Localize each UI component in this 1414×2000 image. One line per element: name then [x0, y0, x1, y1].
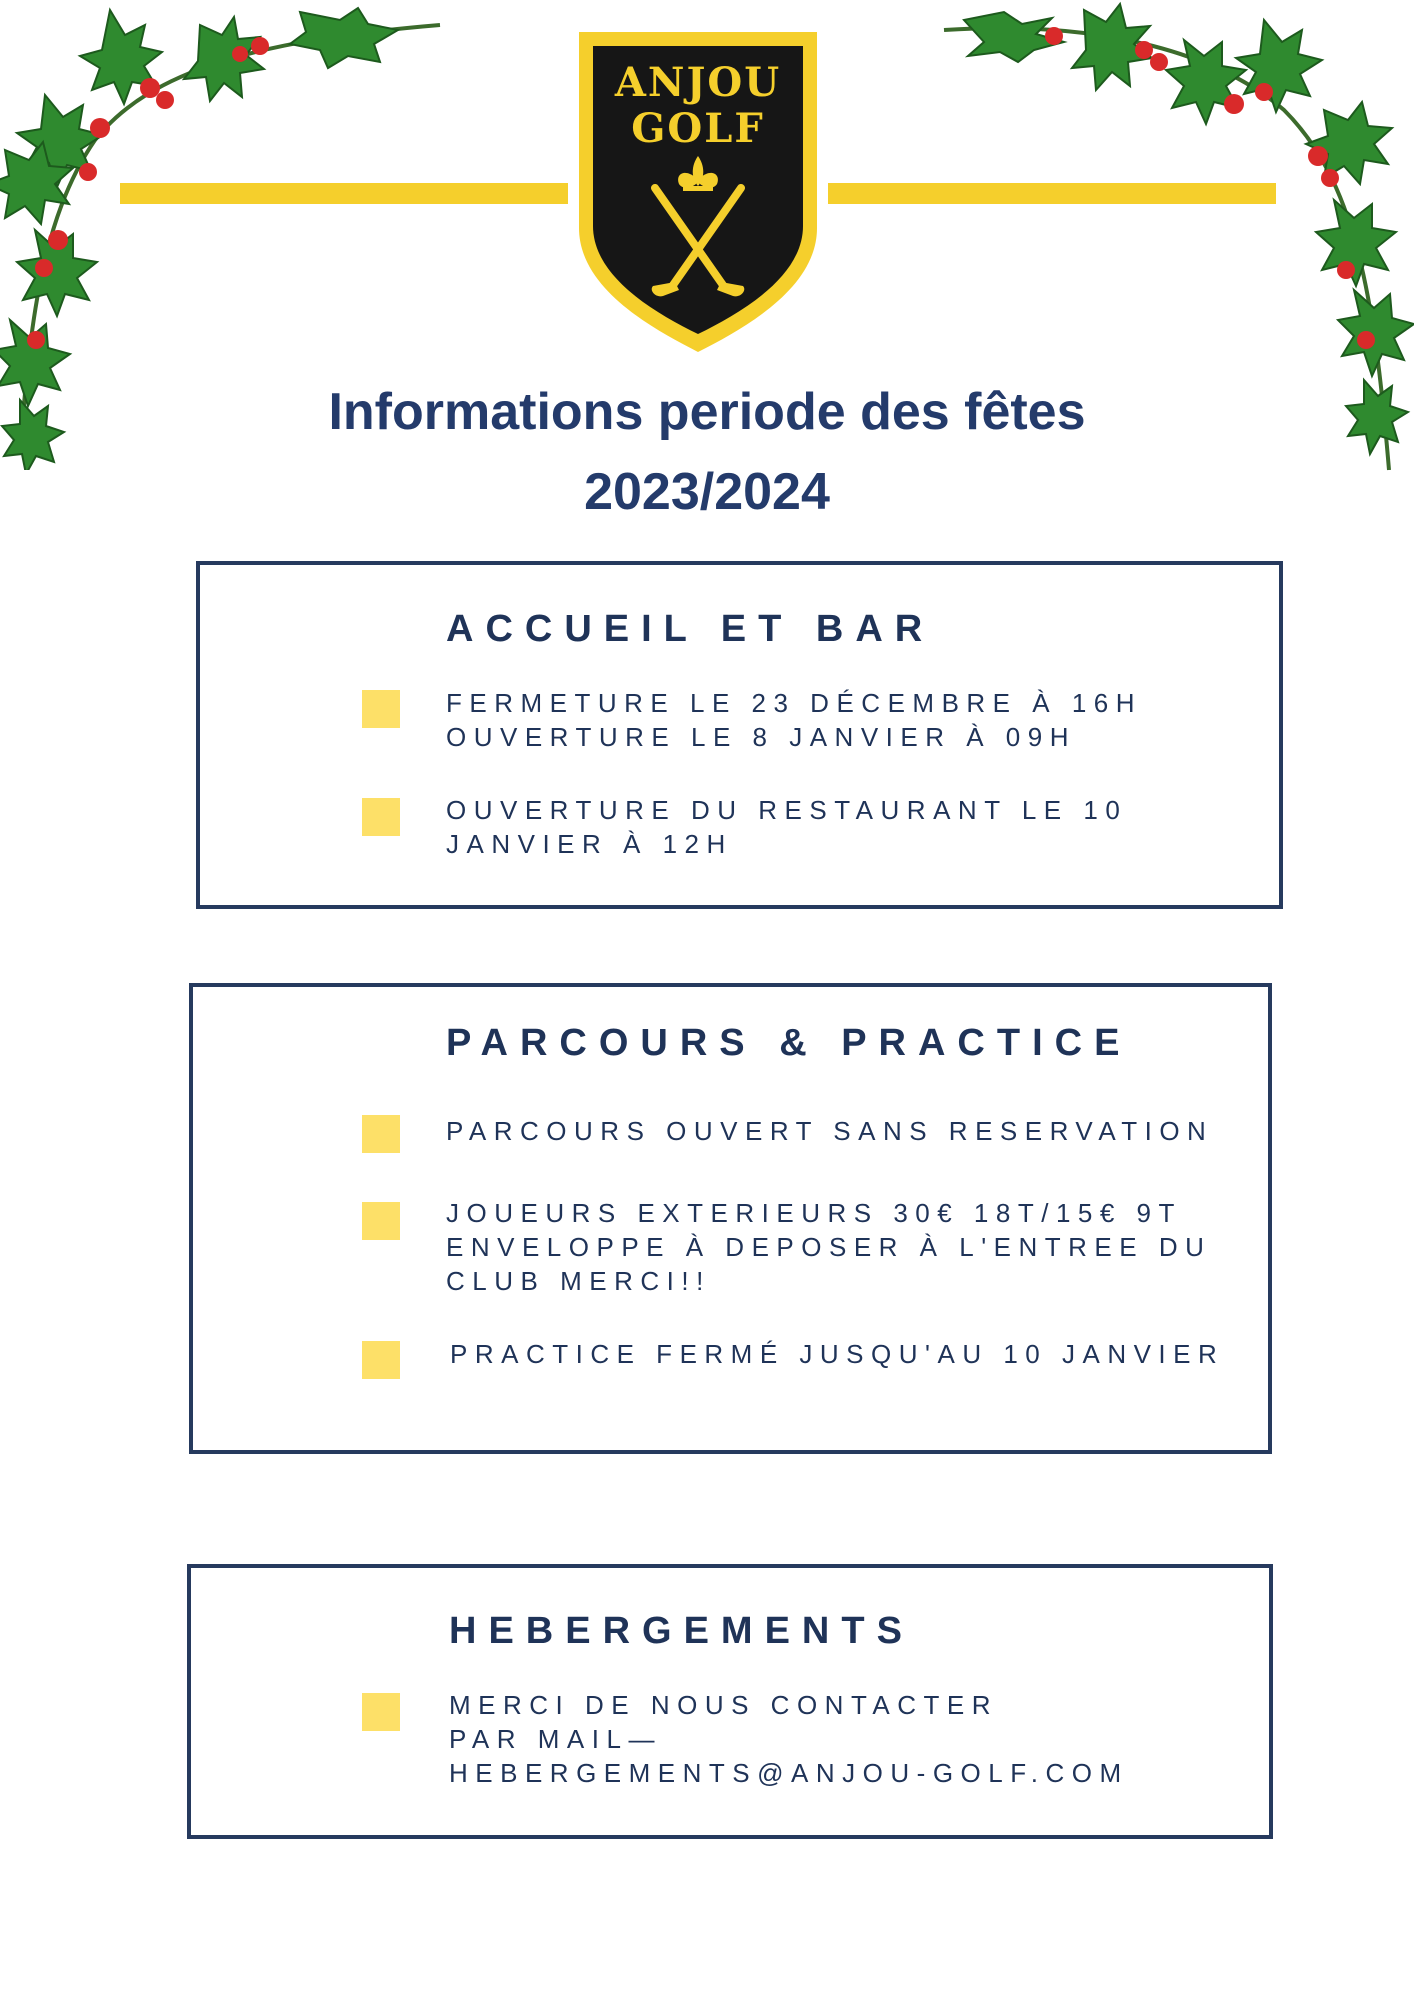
section-heading: HEBERGEMENTS: [449, 1610, 914, 1652]
list-item: [446, 1196, 1211, 1298]
list-item: [446, 793, 1127, 861]
section-heading: PARCOURS & PRACTICE: [446, 1022, 1132, 1064]
section-parcours-practice: [189, 983, 1272, 1454]
list-item-line: JOUEURS EXTERIEURS 30€ 18T/15€ 9T: [446, 1198, 1182, 1228]
bullet-square-icon: [362, 690, 400, 728]
list-item-line: MERCI DE NOUS CONTACTER: [449, 1690, 999, 1720]
section-accueil-bar: [196, 561, 1283, 909]
gold-divider-left: [120, 183, 568, 204]
list-item: [450, 1337, 1224, 1371]
gold-divider-right: [828, 183, 1276, 204]
list-item-line: ENVELOPPE À DEPOSER À L'ENTREE DU: [446, 1232, 1212, 1262]
page-title-line2: 2023/2024: [584, 463, 830, 521]
bullet-square-icon: [362, 798, 400, 836]
list-item-line: PRACTICE FERMÉ JUSQU'AU 10 JANVIER: [450, 1339, 1225, 1369]
bullet-square-icon: [362, 1202, 400, 1240]
bullet-square-icon: [362, 1115, 400, 1153]
bullet-square-icon: [362, 1341, 400, 1379]
list-item-line: JANVIER À 12H: [446, 829, 733, 859]
list-item-line: PARCOURS OUVERT SANS RESERVATION: [446, 1116, 1214, 1146]
page-title: [0, 372, 1414, 532]
section-hebergements: [187, 1564, 1273, 1839]
logo-text-line2: GOLF: [631, 105, 765, 152]
anjou-golf-logo: [575, 28, 821, 356]
list-item-line: CLUB MERCI!!: [446, 1266, 711, 1296]
list-item: [446, 686, 1142, 754]
list-item: [449, 1688, 1129, 1790]
logo-text-line1: ANJOU: [614, 59, 782, 106]
page-title-line1: Informations periode des fêtes: [328, 383, 1086, 441]
list-item-line: HEBERGEMENTS@ANJOU-GOLF.COM: [449, 1758, 1129, 1788]
list-item-line: FERMETURE LE 23 DÉCEMBRE À 16H: [446, 688, 1143, 718]
bullet-square-icon: [362, 1693, 400, 1731]
list-item: [446, 1114, 1213, 1148]
list-item-line: OUVERTURE DU RESTAURANT LE 10: [446, 795, 1128, 825]
list-item-line: PAR MAIL—: [449, 1724, 662, 1754]
list-item-line: OUVERTURE LE 8 JANVIER À 09H: [446, 722, 1076, 752]
section-heading: ACCUEIL ET BAR: [446, 608, 935, 650]
